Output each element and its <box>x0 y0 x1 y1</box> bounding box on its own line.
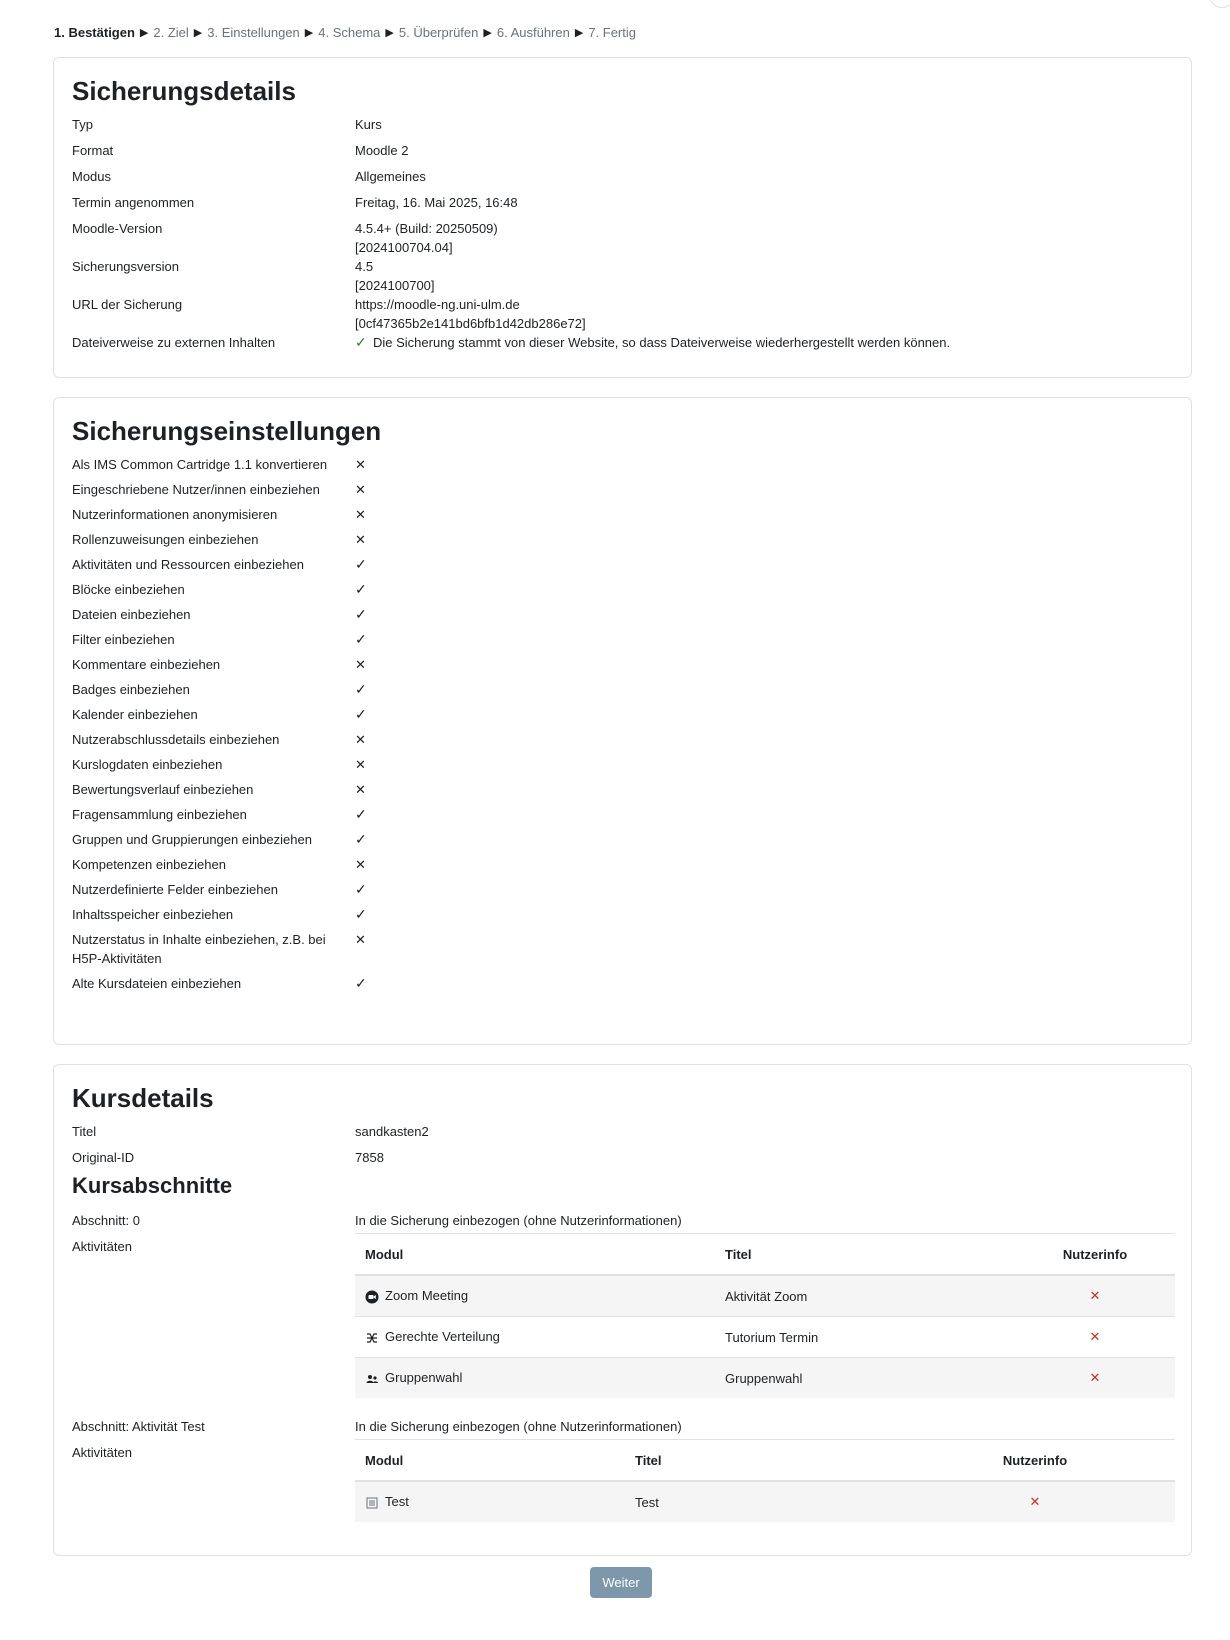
cross-icon: ✕ <box>355 457 366 472</box>
cross-icon: ✕ <box>355 482 366 497</box>
check-icon: ✓ <box>355 606 367 622</box>
check-icon: ✓ <box>355 581 367 597</box>
arrow-right-icon: ▶ <box>304 27 314 39</box>
detail-label: Modus <box>72 169 112 184</box>
detail-value: Freitag, 16. Mai 2025, 16:48 <box>355 195 518 210</box>
avatar[interactable] <box>1209 0 1230 8</box>
activities-table <box>355 1439 1175 1522</box>
detail-label: Sicherungsversion <box>72 259 179 274</box>
check-icon: ✓ <box>355 975 367 991</box>
course-details-heading: Kursdetails <box>72 1083 214 1113</box>
ratingallocate-icon <box>365 1331 379 1345</box>
setting-label: Rollenzuweisungen einbeziehen <box>72 532 259 547</box>
setting-label: Als IMS Common Cartridge 1.1 konvertieren <box>72 457 328 472</box>
module-name: Gerechte Verteilung <box>385 1329 500 1345</box>
setting-label: Eingeschriebene Nutzer/innen einbeziehen <box>72 482 320 497</box>
setting-label: Kurslogdaten einbeziehen <box>72 757 223 772</box>
detail-value: [2024100700] <box>355 278 435 293</box>
col-module: Modul <box>355 1440 625 1482</box>
table-header-row <box>355 1440 1175 1482</box>
check-icon: ✓ <box>355 831 367 847</box>
userinfo-cell <box>1015 1317 1175 1358</box>
cross-icon: ✕ <box>355 507 366 522</box>
setting-label: Bewertungsverlauf einbeziehen <box>72 782 254 797</box>
detail-row <box>72 257 1173 295</box>
course-details-panel <box>53 1064 1192 1556</box>
backup-settings-panel <box>53 397 1192 1045</box>
setting-label: Dateien einbeziehen <box>72 607 191 622</box>
step-confirm: 1. Bestätigen <box>54 25 135 40</box>
zoom-icon <box>365 1290 379 1304</box>
section-label: Abschnitt: 0 <box>72 1213 140 1228</box>
setting-label: Kommentare einbeziehen <box>72 657 221 672</box>
step-review: 5. Überprüfen <box>398 25 479 40</box>
detail-label: URL der Sicherung <box>72 297 183 312</box>
setting-label: Inhaltsspeicher einbeziehen <box>72 907 234 922</box>
cross-icon: ✕ <box>355 532 366 547</box>
module-name: Zoom Meeting <box>385 1288 469 1304</box>
cross-icon: ✕ <box>355 757 366 772</box>
arrow-right-icon: ▶ <box>193 27 203 39</box>
userinfo-cell <box>895 1481 1175 1522</box>
quiz-icon <box>365 1496 379 1510</box>
breadcrumb <box>54 25 636 40</box>
setting-label: Nutzerdefinierte Felder einbeziehen <box>72 882 278 897</box>
activities-table <box>355 1233 1175 1398</box>
arrow-right-icon: ▶ <box>139 27 149 39</box>
next-button[interactable]: Weiter <box>590 1567 652 1598</box>
userinfo-cell <box>1015 1358 1175 1399</box>
activities-label: Aktivitäten <box>72 1239 132 1254</box>
check-icon: ✓ <box>355 706 367 722</box>
setting-label: Fragensammlung einbeziehen <box>72 807 247 822</box>
module-cell[interactable] <box>355 1358 715 1399</box>
col-title: Titel <box>715 1234 1015 1276</box>
table-row <box>355 1358 1175 1399</box>
setting-label: Aktivitäten und Ressourcen einbeziehen <box>72 557 304 572</box>
detail-label: Format <box>72 143 114 158</box>
step-settings: 3. Einstellungen <box>207 25 300 40</box>
setting-label: Nutzerstatus in Inhalte einbeziehen, z.B. bei <box>72 932 326 947</box>
step-execute: 6. Ausführen <box>496 25 570 40</box>
module-cell[interactable] <box>355 1481 625 1522</box>
module-name: Test <box>385 1494 409 1510</box>
cross-icon: ✕ <box>355 857 366 872</box>
group-choice-icon <box>365 1372 379 1386</box>
table-header-row <box>355 1234 1175 1276</box>
cross-icon: ✕ <box>1089 1288 1101 1303</box>
detail-label: Termin angenommen <box>72 195 195 210</box>
detail-row <box>72 295 1173 333</box>
detail-value: Kurs <box>355 117 382 132</box>
external-note: Die Sicherung stammt von dieser Website, so dass Dateiverweise wiederhergestellt werden können. <box>373 335 951 350</box>
detail-value: Moodle 2 <box>355 143 409 158</box>
course-title-label: Titel <box>72 1124 97 1139</box>
detail-label: Typ <box>72 117 93 132</box>
setting-label: Badges einbeziehen <box>72 682 190 697</box>
title-cell: Aktivität Zoom <box>715 1275 1015 1317</box>
setting-label: Kompetenzen einbeziehen <box>72 857 226 872</box>
title-cell: Gruppenwahl <box>715 1358 1015 1399</box>
activities-label: Aktivitäten <box>72 1445 132 1460</box>
table-row <box>355 1317 1175 1358</box>
course-id-value: 7858 <box>355 1150 384 1165</box>
title-cell: Tutorium Termin <box>715 1317 1015 1358</box>
backup-details-panel <box>53 57 1192 378</box>
table-row <box>355 1275 1175 1317</box>
title-cell: Test <box>625 1481 895 1522</box>
cross-icon: ✕ <box>355 932 366 947</box>
setting-label: Gruppen und Gruppierungen einbeziehen <box>72 832 312 847</box>
detail-value: Allgemeines <box>355 169 426 184</box>
step-schema: 4. Schema <box>318 25 381 40</box>
col-title: Titel <box>625 1440 895 1482</box>
cross-icon: ✕ <box>355 782 366 797</box>
table-row <box>355 1481 1175 1522</box>
course-sections-heading: Kursabschnitte <box>72 1173 233 1198</box>
backup-settings-heading: Sicherungseinstellungen <box>72 416 382 446</box>
backup-details-heading: Sicherungsdetails <box>72 76 296 106</box>
arrow-right-icon: ▶ <box>483 27 492 39</box>
check-icon: ✓ <box>355 906 367 922</box>
module-cell[interactable] <box>355 1275 715 1317</box>
setting-label: Filter einbeziehen <box>72 632 175 647</box>
course-title-value: sandkasten2 <box>355 1124 429 1139</box>
setting-label: Blöcke einbeziehen <box>72 582 185 597</box>
col-userinfo: Nutzerinfo <box>895 1440 1175 1482</box>
cross-icon: ✕ <box>1089 1329 1101 1344</box>
cross-icon: ✕ <box>1029 1494 1041 1509</box>
col-userinfo: Nutzerinfo <box>1015 1234 1175 1276</box>
cross-icon: ✕ <box>1089 1370 1101 1385</box>
detail-label: Dateiverweise zu externen Inhalten <box>72 335 276 350</box>
detail-label: Moodle-Version <box>72 221 163 236</box>
setting-label: Nutzerinformationen anonymisieren <box>72 507 278 522</box>
setting-label: H5P-Aktivitäten <box>72 951 162 966</box>
section-label: Abschnitt: Aktivität Test <box>72 1419 205 1434</box>
userinfo-cell <box>1015 1275 1175 1317</box>
cross-icon: ✕ <box>355 657 366 672</box>
arrow-right-icon: ▶ <box>574 27 584 39</box>
detail-row <box>72 219 1173 257</box>
check-icon: ✓ <box>355 881 367 897</box>
detail-value: 4.5 <box>355 259 374 274</box>
setting-label: Nutzerabschlussdetails einbeziehen <box>72 732 280 747</box>
section-status: In die Sicherung einbezogen (ohne Nutzerinformationen) <box>355 1213 682 1228</box>
setting-label: Alte Kursdateien einbeziehen <box>72 976 242 991</box>
detail-value: [0cf47365b2e141bd6bfb1d42db286e72] <box>355 316 586 331</box>
check-icon: ✓ <box>355 556 367 572</box>
check-icon: ✓ <box>355 334 367 350</box>
module-cell[interactable] <box>355 1317 715 1358</box>
detail-value <box>355 333 950 352</box>
step-destination: 2. Ziel <box>153 25 189 40</box>
step-complete: 7. Fertig <box>588 25 636 40</box>
section-status: In die Sicherung einbezogen (ohne Nutzerinformationen) <box>355 1419 682 1434</box>
check-icon: ✓ <box>355 631 367 647</box>
detail-value: https://moodle-ng.uni-ulm.de <box>355 297 520 312</box>
course-id-label: Original-ID <box>72 1150 135 1165</box>
check-icon: ✓ <box>355 806 367 822</box>
detail-value: [2024100704.04] <box>355 240 453 255</box>
check-icon: ✓ <box>355 681 367 697</box>
module-name: Gruppenwahl <box>385 1370 463 1386</box>
detail-value: 4.5.4+ (Build: 20250509) <box>355 221 498 236</box>
arrow-right-icon: ▶ <box>385 27 394 39</box>
col-module: Modul <box>355 1234 715 1276</box>
setting-label: Kalender einbeziehen <box>72 707 198 722</box>
cross-icon: ✕ <box>355 732 366 747</box>
